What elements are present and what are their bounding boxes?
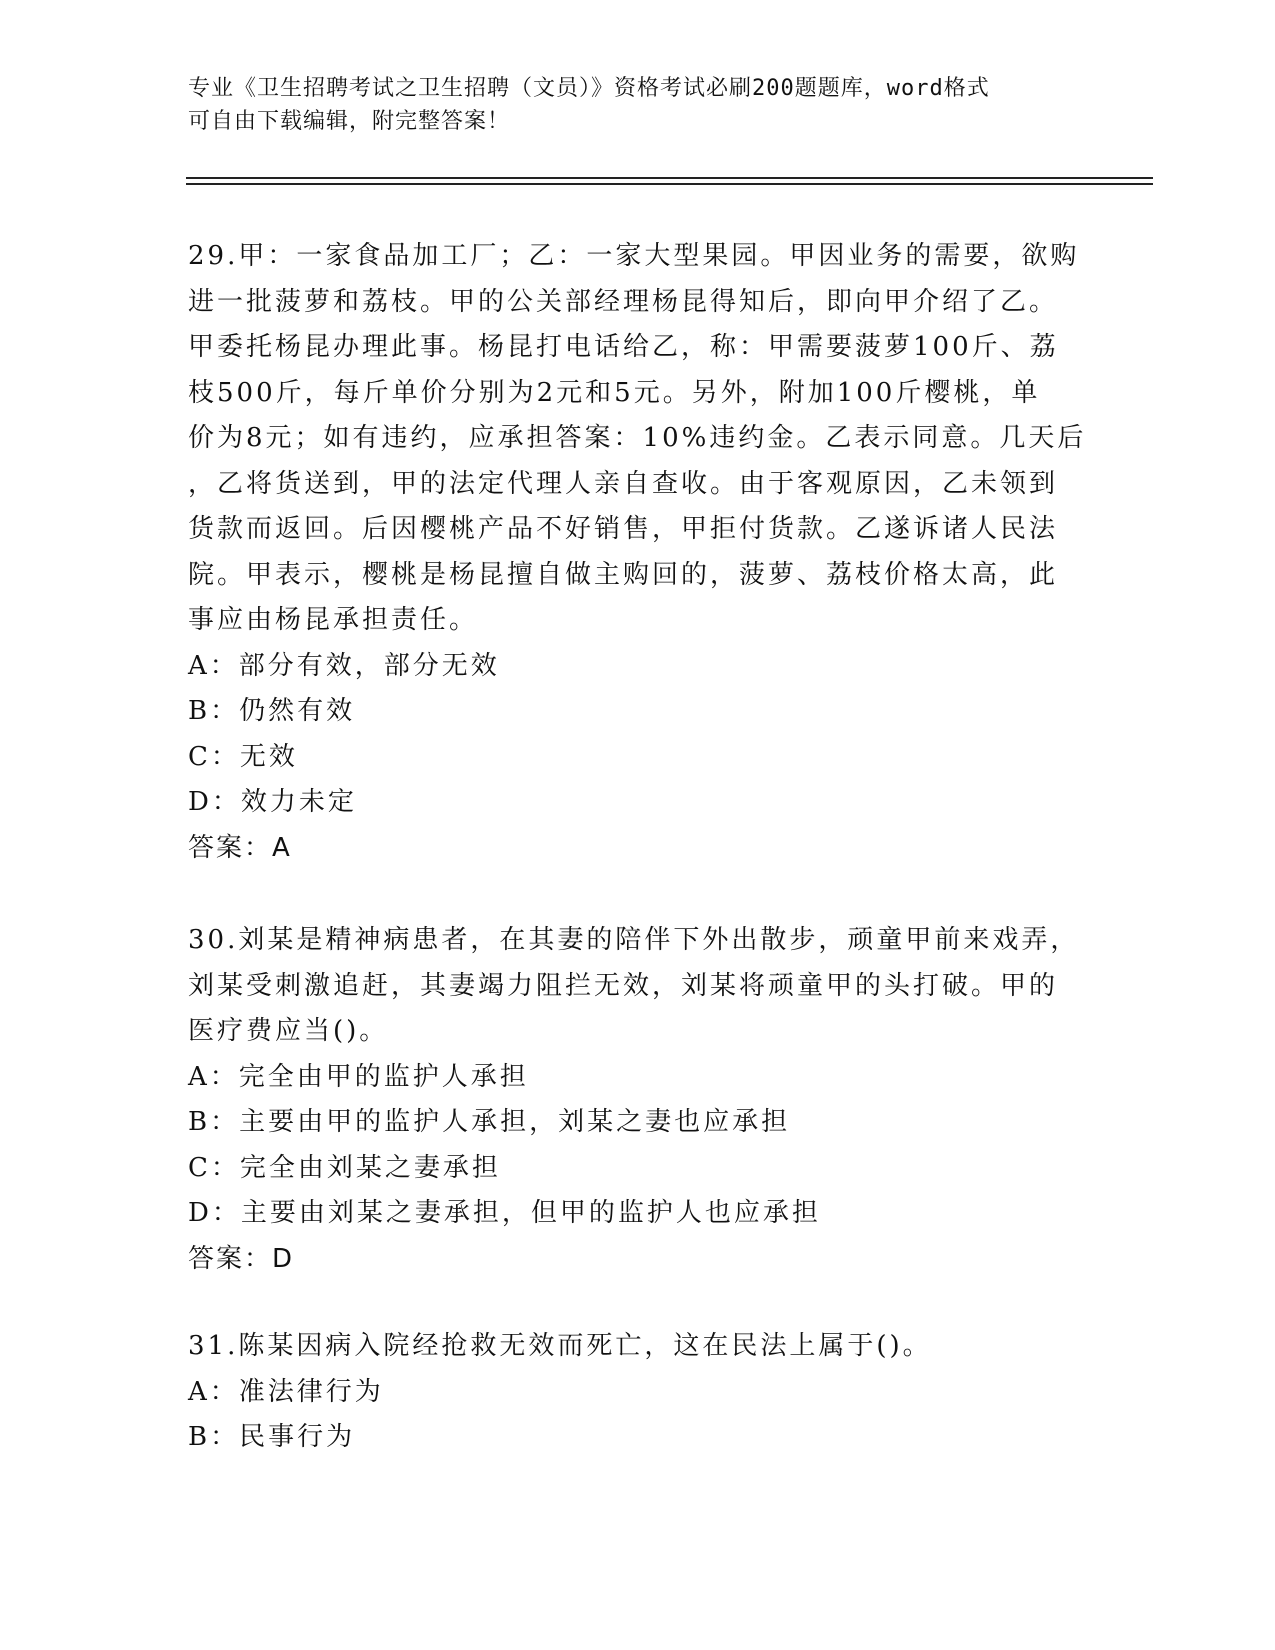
question-29 [188, 234, 1088, 871]
option-c: C：完全由刘某之妻承担 [188, 1152, 501, 1183]
question-stem-line: 枝500斤，每斤单价分别为2元和5元。另外，附加100斤樱桃，单 [188, 377, 1041, 408]
document-header [188, 72, 1078, 138]
question-stem-line: 院。甲表示，樱桃是杨昆擅自做主购回的，菠萝、荔枝价格太高，此 [188, 559, 1059, 590]
option-d: D：主要由刘某之妻承担，但甲的监护人也应承担 [188, 1198, 821, 1228]
question-31 [188, 1324, 1088, 1461]
answer-line: 答案：D [188, 1243, 295, 1274]
question-30 [188, 918, 1088, 1282]
option-a: A：准法律行为 [188, 1376, 384, 1407]
option-a: A：完全由甲的监护人承担 [188, 1061, 529, 1092]
question-stem-line: 医疗费应当()。 [188, 1016, 389, 1046]
option-d: D：效力未定 [188, 787, 357, 817]
header-line: 专业《卫生招聘考试之卫生招聘（文员）》资格考试必刷200题题库，word格式 [188, 76, 990, 101]
header-divider [186, 177, 1153, 179]
option-a: A：部分有效，部分无效 [188, 650, 500, 681]
question-stem-line: 30.刘某是精神病患者，在其妻的陪伴下外出散步，顽童甲前来戏弄， [188, 925, 1080, 955]
question-stem-line: 事应由杨昆承担责任。 [188, 605, 479, 635]
question-stem-line: 刘某受刺激追赶，其妻竭力阻拦无效，刘某将顽童甲的头打破。甲的 [188, 970, 1059, 1001]
question-stem-line: 进一批菠萝和荔枝。甲的公关部经理杨昆得知后，即向甲介绍了乙。 [188, 286, 1059, 317]
question-stem-line: 甲委托杨昆办理此事。杨昆打电话给乙，称：甲需要菠萝100斤、荔 [188, 332, 1059, 362]
header-divider [186, 183, 1153, 185]
question-stem-line: 价为8元；如有违约，应承担答案：10%违约金。乙表示同意。几天后 [188, 423, 1087, 453]
question-stem-line: 货款而返回。后因樱桃产品不好销售，甲拒付货款。乙遂诉诸人民法 [188, 514, 1059, 544]
option-b: B：民事行为 [188, 1422, 356, 1452]
question-stem-line: ，乙将货送到，甲的法定代理人亲自查收。由于客观原因，乙未领到 [188, 468, 1059, 499]
question-stem-line: 29.甲：一家食品加工厂；乙：一家大型果园。甲因业务的需要，欲购 [188, 241, 1080, 271]
option-b: B：仍然有效 [188, 696, 356, 726]
question-stem-line: 31.陈某因病入院经抢救无效而死亡，这在民法上属于()。 [188, 1331, 932, 1361]
option-b: B：主要由甲的监护人承担，刘某之妻也应承担 [188, 1107, 791, 1137]
header-line: 可自由下载编辑，附完整答案！ [188, 109, 511, 134]
answer-line: 答案：A [188, 832, 292, 863]
option-c: C：无效 [188, 741, 298, 772]
